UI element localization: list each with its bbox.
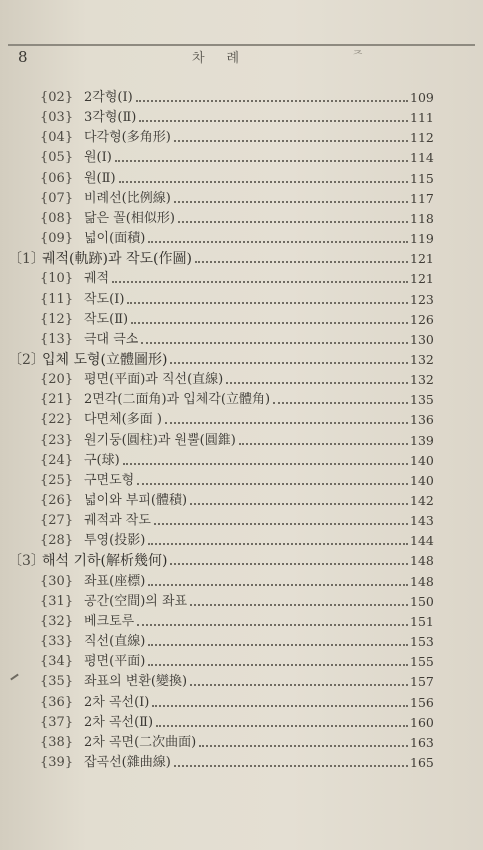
page-header: [0, 38, 483, 66]
toc-title: 궤적과 작도: [84, 513, 151, 528]
toc-leader: [273, 402, 408, 404]
toc-page-number: 121: [410, 251, 434, 266]
toc-chapter: [0, 350, 483, 370]
toc-number: {06}: [40, 171, 74, 186]
toc-title: 다각형(多角形): [84, 130, 171, 145]
toc-number: {27}: [40, 513, 74, 528]
toc-number: {35}: [40, 674, 74, 689]
toc-title: 궤적: [84, 271, 110, 286]
toc-page-number: 111: [410, 110, 434, 125]
toc-entry: [0, 652, 483, 672]
toc-page-number: 123: [410, 292, 434, 307]
toc-entry: [0, 410, 483, 430]
toc-entry: [0, 672, 483, 692]
toc-title: 작도(Ⅱ): [84, 312, 129, 327]
toc-title: 3각형(Ⅱ): [84, 110, 137, 125]
toc-entry: [0, 531, 483, 551]
toc-number: {30}: [40, 574, 74, 589]
toc-number: {07}: [40, 191, 74, 206]
toc-leader: [152, 705, 408, 707]
toc-title: 원(Ⅰ): [84, 150, 112, 165]
toc-entry: [0, 370, 483, 390]
toc-number: {10}: [40, 271, 74, 286]
toc-number: {04}: [40, 130, 74, 145]
toc-entry: [0, 88, 483, 108]
toc-title: 평면(平面)과 직선(直線): [84, 372, 224, 387]
toc-leader: [148, 584, 408, 586]
toc-number: {24}: [40, 453, 74, 468]
toc-title: 궤적(軌跡)과 작도(作圖): [42, 251, 192, 267]
toc-leader: [131, 322, 408, 324]
toc-entry: [0, 128, 483, 148]
toc-leader: [137, 624, 408, 626]
toc-leader: [154, 523, 408, 525]
toc-entry: [0, 693, 483, 713]
toc-page-number: 112: [410, 130, 434, 145]
section-title: 차례: [192, 51, 262, 66]
toc-page-number: 132: [410, 352, 434, 367]
toc-number: {34}: [40, 654, 74, 669]
toc-page-number: 121: [410, 271, 434, 286]
toc-title: 2차 곡면(二次曲面): [84, 735, 197, 750]
toc-title: 입체 도형(立體圖形): [42, 352, 168, 368]
toc-leader: [178, 221, 408, 223]
toc-title: 좌표(座標): [84, 574, 146, 589]
toc-page-number: 165: [410, 755, 434, 770]
toc-number: {25}: [40, 473, 74, 488]
toc-number: {02}: [40, 90, 74, 105]
header-rule: [8, 44, 475, 46]
toc-page-number: 148: [410, 574, 434, 589]
toc-title: 베크토루: [84, 614, 135, 629]
toc-leader: [170, 362, 408, 364]
toc-chapter: [0, 551, 483, 571]
toc-page-number: 118: [410, 211, 434, 226]
toc-page-number: 143: [410, 513, 434, 528]
toc-number: {21}: [40, 392, 74, 407]
toc-entry: [0, 330, 483, 350]
toc-number: {20}: [40, 372, 74, 387]
toc-entry: [0, 632, 483, 652]
toc-leader: [119, 181, 408, 183]
toc-page-number: 155: [410, 654, 434, 669]
toc-leader: [199, 745, 408, 747]
toc-entry: [0, 189, 483, 209]
toc-page-number: 153: [410, 634, 434, 649]
toc-entry: [0, 209, 483, 229]
toc-number: 〔1〕: [8, 251, 45, 267]
toc-page-number: 126: [410, 312, 434, 327]
toc-page-number: 156: [410, 695, 434, 710]
toc-title: 직선(直線): [84, 634, 146, 649]
toc-leader: [148, 543, 408, 545]
pencil-tick-mark: [10, 674, 19, 681]
corner-mark: ᄌ: [352, 49, 364, 63]
toc-number: {03}: [40, 110, 74, 125]
toc-number: {32}: [40, 614, 74, 629]
toc-leader: [165, 422, 408, 424]
toc-page-number: 130: [410, 332, 434, 347]
toc-leader: [148, 664, 408, 666]
toc-number: {26}: [40, 493, 74, 508]
toc-title: 극대 극소: [84, 332, 139, 347]
toc-number: {39}: [40, 755, 74, 770]
toc-entry: [0, 451, 483, 471]
toc-title: 비례선(比例線): [84, 191, 171, 206]
toc-title: 구면도형: [84, 473, 135, 488]
toc-number: {08}: [40, 211, 74, 226]
toc-leader: [127, 302, 408, 304]
toc-number: {28}: [40, 533, 74, 548]
toc-leader: [190, 684, 408, 686]
toc-title: 공간(空間)의 좌표: [84, 594, 188, 609]
toc-entry: [0, 612, 483, 632]
toc-entry: [0, 310, 483, 330]
toc-number: {13}: [40, 332, 74, 347]
toc-title: 구(球): [84, 453, 120, 468]
toc-title: 좌표의 변환(變換): [84, 674, 188, 689]
toc-title: 원기둥(圓柱)과 원뿔(圓錐): [84, 433, 236, 448]
toc-leader: [136, 100, 408, 102]
toc-page-number: 114: [410, 150, 434, 165]
toc-leader: [148, 644, 408, 646]
toc-leader: [170, 563, 408, 565]
toc-leader: [174, 765, 408, 767]
toc-entry: [0, 572, 483, 592]
toc-leader: [141, 342, 408, 344]
toc-page-number: 144: [410, 533, 434, 548]
toc-title: 잡곡선(雜曲線): [84, 755, 171, 770]
toc-leader: [115, 160, 408, 162]
page-number: 8: [18, 48, 28, 66]
toc-number: {38}: [40, 735, 74, 750]
toc-page-number: 140: [410, 453, 434, 468]
toc-page-number: 142: [410, 493, 434, 508]
toc-entry: [0, 229, 483, 249]
toc-page-number: 109: [410, 90, 434, 105]
toc-number: 〔2〕: [8, 352, 45, 368]
toc-page-number: 150: [410, 594, 434, 609]
toc-entry: [0, 390, 483, 410]
toc-number: {33}: [40, 634, 74, 649]
toc-number: {36}: [40, 695, 74, 710]
toc-title: 작도(Ⅰ): [84, 292, 125, 307]
toc-leader: [156, 725, 408, 727]
toc-title: 2면각(二面角)과 입체각(立體角): [84, 392, 271, 407]
toc-title: 2차 곡선(Ⅰ): [84, 695, 150, 710]
toc-title: 2차 곡선(Ⅱ): [84, 715, 154, 730]
toc-entry: [0, 269, 483, 289]
toc-leader: [190, 604, 408, 606]
toc-number: {22}: [40, 412, 74, 427]
toc-number: {12}: [40, 312, 74, 327]
toc-title: 원(Ⅱ): [84, 171, 116, 186]
toc-leader: [195, 261, 408, 263]
toc-entry: [0, 148, 483, 168]
toc-title: 해석 기하(解析幾何): [42, 553, 168, 569]
toc-entry: [0, 592, 483, 612]
toc-title: 평면(平面): [84, 654, 146, 669]
toc-title: 넓이(面積): [84, 231, 146, 246]
toc-entry: [0, 733, 483, 753]
toc-entry: [0, 713, 483, 733]
toc-number: {05}: [40, 150, 74, 165]
toc-number: {23}: [40, 433, 74, 448]
toc-page-number: 148: [410, 553, 434, 568]
toc-entry: [0, 108, 483, 128]
toc-leader: [148, 241, 408, 243]
toc-page-number: 140: [410, 473, 434, 488]
toc-title: 투영(投影): [84, 533, 146, 548]
toc-leader: [139, 120, 408, 122]
toc-entry: [0, 169, 483, 189]
toc-page-number: 119: [410, 231, 434, 246]
toc-entry: [0, 290, 483, 310]
toc-page-number: 115: [410, 171, 434, 186]
toc-page-number: 163: [410, 735, 434, 750]
toc-leader: [174, 140, 408, 142]
toc-number: 〔3〕: [8, 553, 45, 569]
toc-title: 다면체(多面 ): [84, 412, 162, 427]
toc-leader: [226, 382, 408, 384]
toc-page-number: 151: [410, 614, 434, 629]
toc-page-number: 132: [410, 372, 434, 387]
toc-entry: [0, 753, 483, 773]
toc-page-number: 157: [410, 674, 434, 689]
toc-page-number: 135: [410, 392, 434, 407]
toc-leader: [174, 201, 408, 203]
toc-leader: [190, 503, 408, 505]
toc-entry: [0, 471, 483, 491]
toc-entry: [0, 491, 483, 511]
toc-leader: [112, 281, 408, 283]
toc-page-number: 117: [410, 191, 434, 206]
toc-entry: [0, 431, 483, 451]
toc-number: {31}: [40, 594, 74, 609]
toc-leader: [239, 443, 408, 445]
toc-number: {11}: [40, 292, 74, 307]
toc-entry: [0, 511, 483, 531]
toc-page-number: 160: [410, 715, 434, 730]
toc-number: {09}: [40, 231, 74, 246]
toc-title: 넓이와 부피(體積): [84, 493, 188, 508]
toc-leader: [123, 463, 408, 465]
toc-title: 2각형(Ⅰ): [84, 90, 133, 105]
toc-page-number: 136: [410, 412, 434, 427]
toc-chapter: [0, 249, 483, 269]
toc-leader: [137, 483, 408, 485]
toc-title: 닮은 꼴(相似形): [84, 211, 175, 226]
toc-number: {37}: [40, 715, 74, 730]
toc-page-number: 139: [410, 433, 434, 448]
